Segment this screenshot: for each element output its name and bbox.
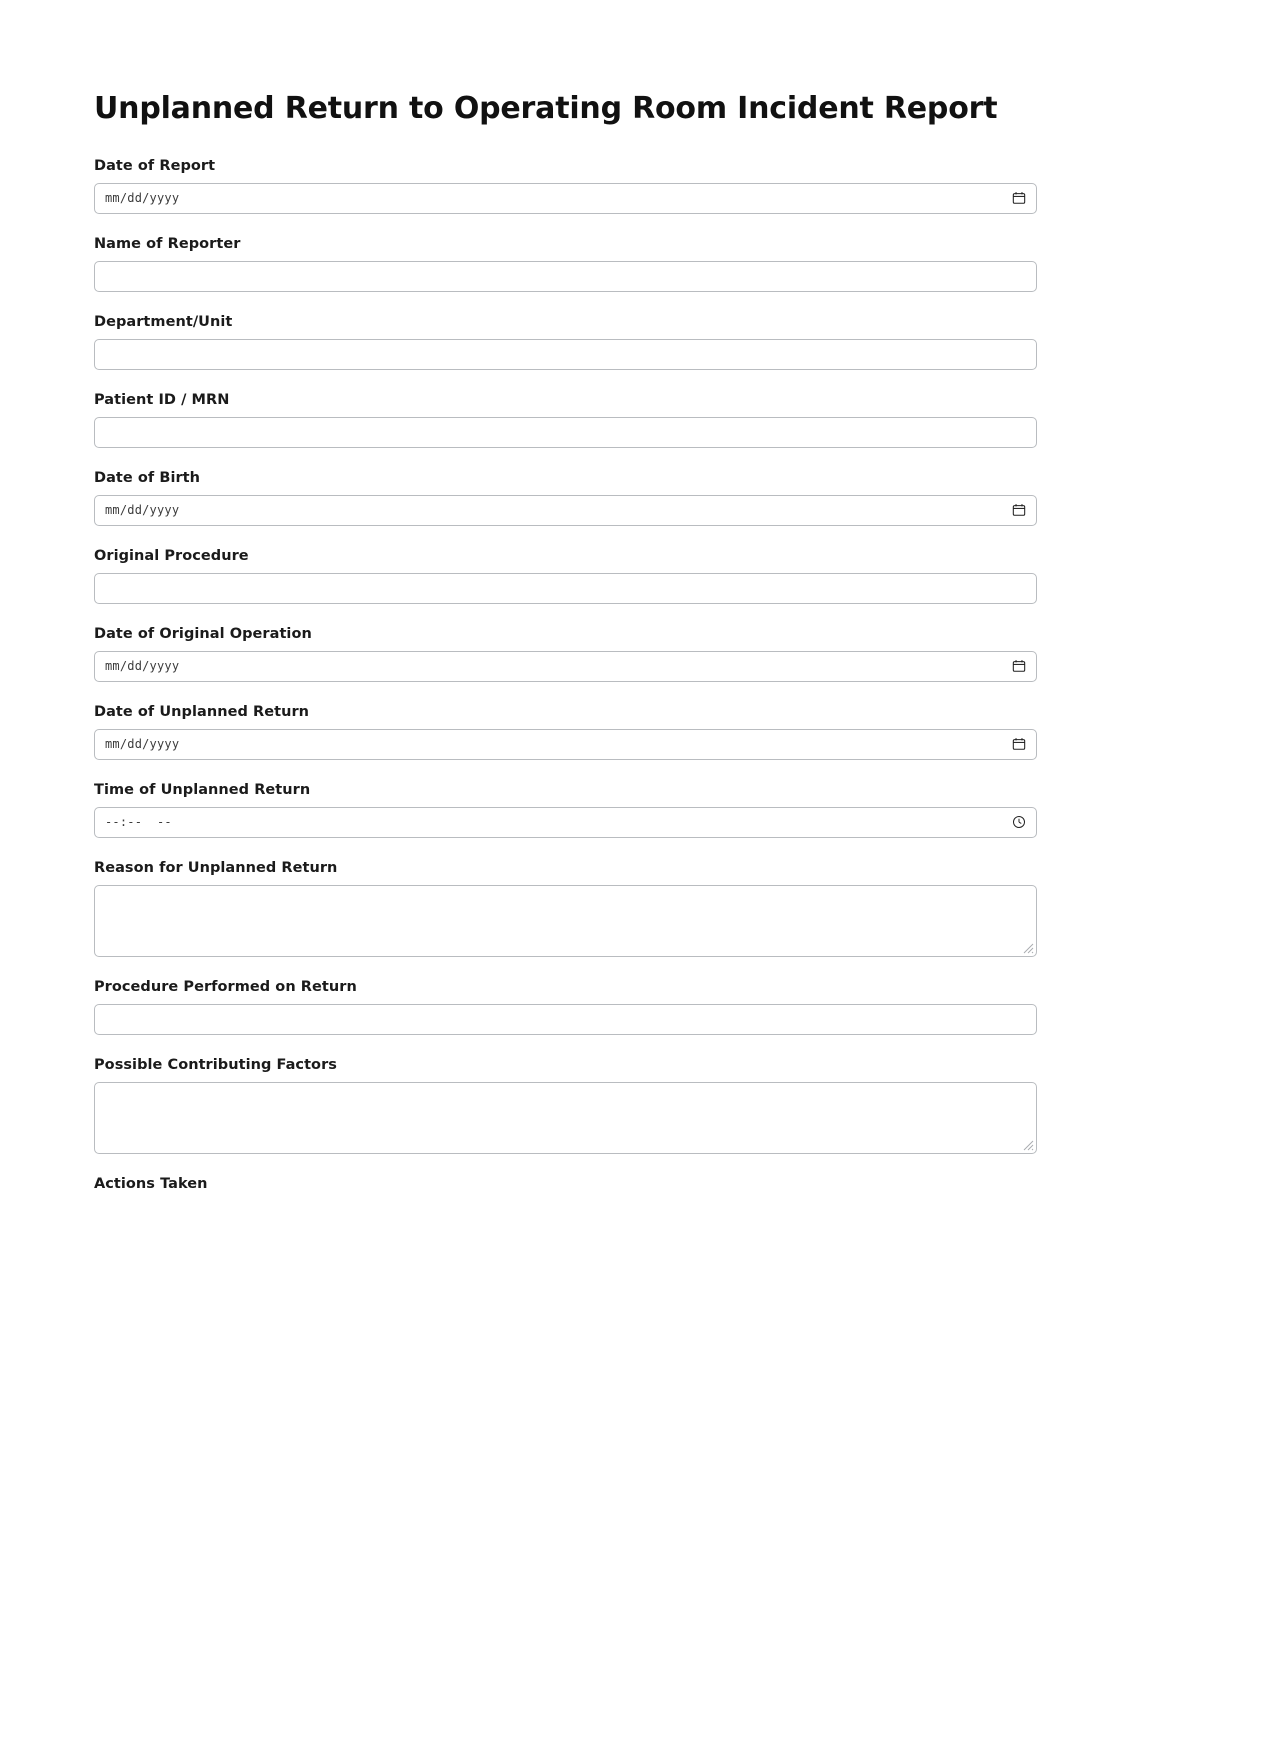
date-of-birth-placeholder: mm/dd/yyyy <box>105 503 180 517</box>
date-of-report-input[interactable] <box>94 183 1037 214</box>
name-of-reporter-label: Name of Reporter <box>94 235 241 252</box>
field-date-of-report <box>94 158 1037 214</box>
calendar-icon[interactable] <box>1012 191 1026 205</box>
date-of-unplanned-return-placeholder: mm/dd/yyyy <box>105 737 180 751</box>
date-of-original-operation-input[interactable] <box>94 651 1037 682</box>
calendar-icon[interactable] <box>1012 503 1026 517</box>
department-unit-input[interactable] <box>94 339 1037 370</box>
date-of-report-label: Date of Report <box>94 157 216 174</box>
date-of-birth-input[interactable] <box>94 495 1037 526</box>
time-of-unplanned-return-placeholder: --:-- -- <box>105 815 172 829</box>
department-unit-label: Department/Unit <box>94 313 233 330</box>
field-original-procedure <box>94 548 1037 604</box>
calendar-icon[interactable] <box>1012 737 1026 751</box>
field-possible-contributing-factors <box>94 1057 1037 1154</box>
field-time-of-unplanned-return <box>94 782 1037 838</box>
resize-handle-icon[interactable] <box>1023 1140 1034 1151</box>
field-name-of-reporter <box>94 236 1037 292</box>
field-reason-for-unplanned-return <box>94 860 1037 957</box>
date-of-unplanned-return-label: Date of Unplanned Return <box>94 703 310 720</box>
time-of-unplanned-return-label: Time of Unplanned Return <box>94 781 311 798</box>
reason-for-unplanned-return-label: Reason for Unplanned Return <box>94 859 338 876</box>
date-of-original-operation-placeholder: mm/dd/yyyy <box>105 659 180 673</box>
calendar-icon[interactable] <box>1012 659 1026 673</box>
field-actions-taken <box>94 1176 1037 1192</box>
actions-taken-label: Actions Taken <box>94 1175 208 1192</box>
procedure-performed-on-return-input[interactable] <box>94 1004 1037 1035</box>
clock-icon[interactable] <box>1012 815 1026 829</box>
date-of-original-operation-label: Date of Original Operation <box>94 625 312 642</box>
date-of-birth-label: Date of Birth <box>94 469 201 486</box>
patient-id-mrn-label: Patient ID / MRN <box>94 391 230 408</box>
page-title: Unplanned Return to Operating Room Incident Report <box>94 91 998 126</box>
possible-contributing-factors-textarea[interactable] <box>94 1082 1037 1154</box>
time-of-unplanned-return-input[interactable] <box>94 807 1037 838</box>
field-date-of-original-operation <box>94 626 1037 682</box>
original-procedure-input[interactable] <box>94 573 1037 604</box>
field-date-of-birth <box>94 470 1037 526</box>
field-department-unit <box>94 314 1037 370</box>
reason-for-unplanned-return-textarea[interactable] <box>94 885 1037 957</box>
field-patient-id-mrn <box>94 392 1037 448</box>
field-date-of-unplanned-return <box>94 704 1037 760</box>
procedure-performed-on-return-label: Procedure Performed on Return <box>94 978 357 995</box>
possible-contributing-factors-textarea-wrap <box>94 1082 1037 1154</box>
original-procedure-label: Original Procedure <box>94 547 249 564</box>
field-procedure-performed-on-return <box>94 979 1037 1035</box>
form-fields-container <box>94 158 1037 1192</box>
patient-id-mrn-input[interactable] <box>94 417 1037 448</box>
resize-handle-icon[interactable] <box>1023 943 1034 954</box>
reason-for-unplanned-return-textarea-wrap <box>94 885 1037 957</box>
possible-contributing-factors-label: Possible Contributing Factors <box>94 1056 337 1073</box>
name-of-reporter-input[interactable] <box>94 261 1037 292</box>
date-of-report-placeholder: mm/dd/yyyy <box>105 191 180 205</box>
date-of-unplanned-return-input[interactable] <box>94 729 1037 760</box>
